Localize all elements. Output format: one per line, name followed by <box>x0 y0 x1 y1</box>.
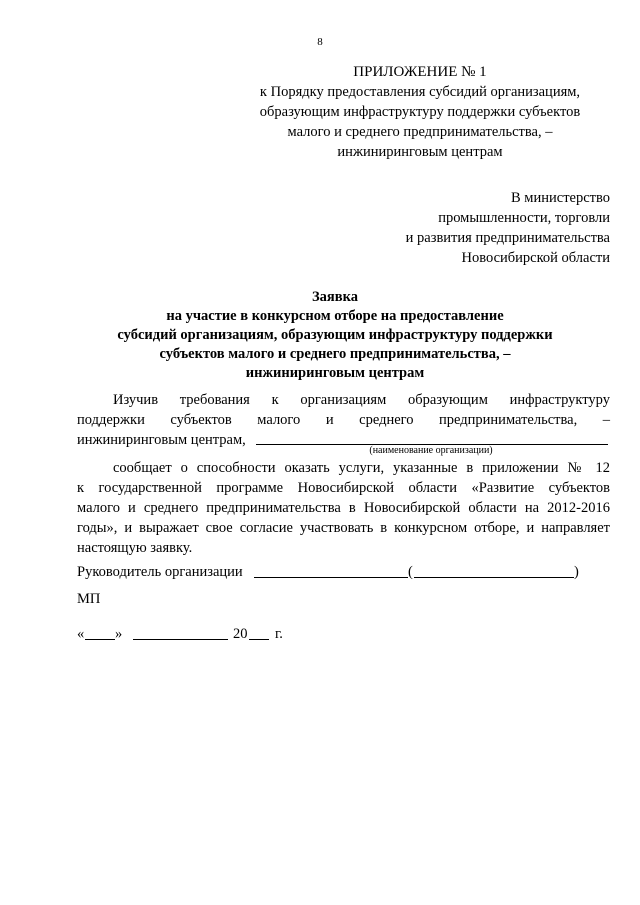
signature-field[interactable] <box>254 577 408 578</box>
signature-close-paren: ) <box>574 564 579 580</box>
signature-open-paren: ( <box>408 564 413 580</box>
date-day-field[interactable] <box>85 639 115 640</box>
heading-line: инжиниринговым центрам <box>245 365 425 381</box>
addressee-line: Новосибирской области <box>461 250 610 266</box>
body-line: настоящую заявку. <box>77 540 193 556</box>
body-line: сообщает о способности оказать услуги, указанные в приложении № 12 <box>113 460 610 476</box>
page-number: 8 <box>317 36 323 48</box>
appendix-line: к Порядку предоставления субсидий организациям, <box>259 84 581 100</box>
application-heading <box>40 288 630 383</box>
date-year-suffix: г. <box>275 626 283 642</box>
intro-line: Изучив требования к организациям образующим инфраструктуру <box>113 392 610 408</box>
heading-line: на участие в конкурсном отборе на предоставление <box>166 308 504 324</box>
heading-line: субсидий организациям, образующим инфраструктуру поддержки <box>117 327 553 343</box>
addressee-line: промышленности, торговли <box>438 210 610 226</box>
addressee-line: и развития предпринимательства <box>405 230 610 246</box>
appendix-title: ПРИЛОЖЕНИЕ № 1 <box>353 64 487 80</box>
date-open-quote: « <box>77 626 85 642</box>
org-name-caption: (наименование организации) <box>369 445 493 456</box>
body-line: к государственной программе Новосибирской области «Развитие субъектов <box>77 480 610 496</box>
org-name-label: инжиниринговым центрам, <box>77 432 246 448</box>
appendix-block <box>230 62 610 162</box>
addressee-block <box>330 188 610 268</box>
body-line: годы», и выражает свое согласие участвовать в конкурсном отборе, и направляет <box>77 520 610 536</box>
appendix-line: инжиниринговым центрам <box>337 144 503 160</box>
addressee-line: В министерство <box>511 190 610 206</box>
date-year-prefix: 20 <box>233 626 248 642</box>
date-close-quote: » <box>115 626 123 642</box>
heading-title: Заявка <box>312 289 358 305</box>
signature-label: Руководитель организации <box>77 564 243 580</box>
body-line: малого и среднего предпринимательства в Новосибирской области на 2012-2016 <box>77 500 610 516</box>
appendix-line: образующим инфраструктуру поддержки субъектов <box>259 104 581 120</box>
appendix-line: малого и среднего предпринимательства, – <box>287 124 553 140</box>
intro-line: поддержки субъектов малого и среднего предпринимательства, – <box>77 412 610 428</box>
stamp-label: МП <box>77 591 101 607</box>
date-month-field[interactable] <box>133 639 228 640</box>
date-year-field[interactable] <box>249 639 269 640</box>
signature-name-field[interactable] <box>414 577 574 578</box>
heading-line: субъектов малого и среднего предпринимательства, – <box>159 346 511 362</box>
